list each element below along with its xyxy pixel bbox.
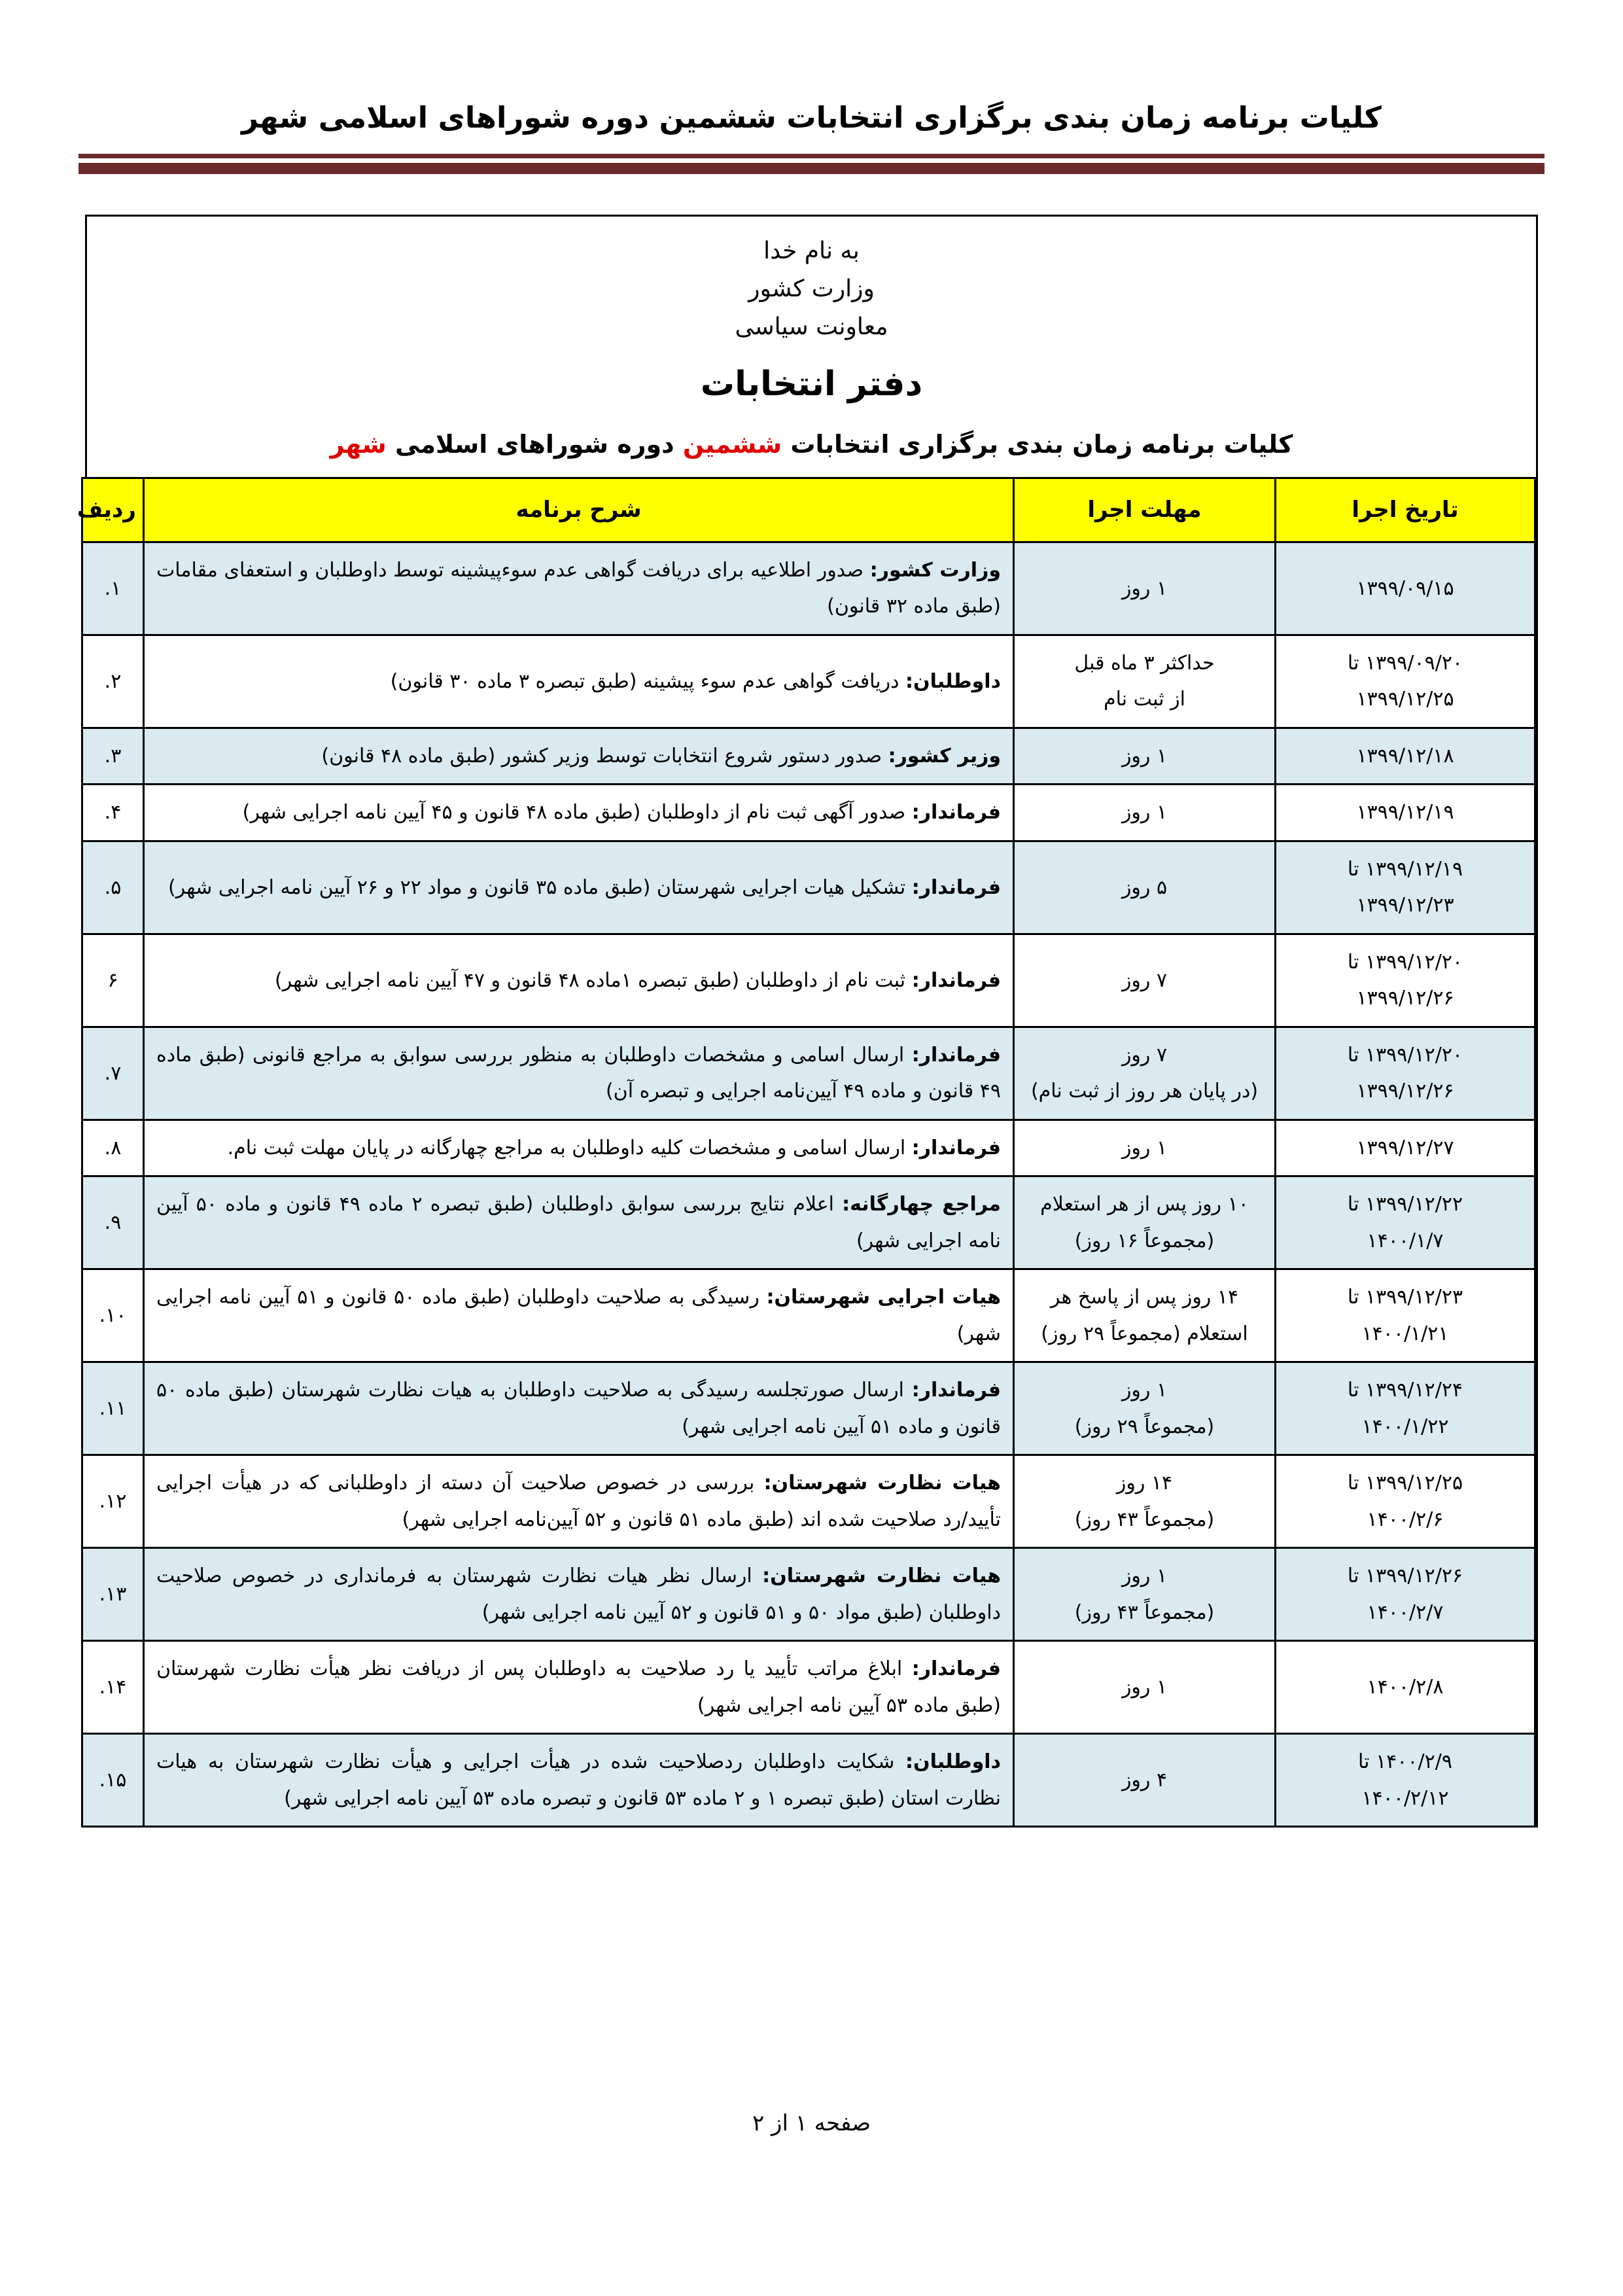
cell-description: [144, 1734, 1014, 1827]
cell-description: [144, 728, 1014, 785]
cell-duration: [1014, 1176, 1276, 1269]
description-actor: داوطلبان:: [905, 669, 1001, 693]
cell-duration: [1014, 728, 1276, 785]
date-main: ۱۳۹۹/۱۲/۲۳ تا: [1347, 1286, 1463, 1309]
radif-value: ۱۳.: [99, 1583, 127, 1606]
subtitle-text-2: دوره شوراهای اسلامی: [386, 430, 683, 459]
duration-main: ۱ روز: [1121, 1136, 1168, 1159]
schedule-table: [77, 477, 1536, 1828]
date-secondary: ۱۴۰۰/۲/۶: [1367, 1508, 1444, 1531]
header-rule-thick: [79, 163, 1544, 174]
date-secondary: ۱۳۹۹/۱۲/۲۶: [1356, 987, 1454, 1010]
description-body: ارسال صورتجلسه رسیدگی به صلاحیت داوطلبان به هیات نظارت شهرستان (طبق ماده ۵۰ قانون و ماده ۵۱ آیین نامه اجرایی شهر): [156, 1379, 1001, 1438]
table-body: [82, 542, 1535, 1827]
date-secondary: ۱۴۰۰/۱/۲۱: [1361, 1322, 1449, 1345]
subtitle-highlight-city: شهر: [330, 430, 387, 459]
cell-date: [1276, 635, 1535, 728]
description-actor: داوطلبان:: [905, 1750, 1001, 1774]
cell-duration: [1014, 841, 1276, 934]
cell-radif: [82, 1362, 144, 1455]
header-rule-thin: [79, 154, 1544, 158]
cell-date: [1276, 1641, 1535, 1734]
radif-value: ۹.: [104, 1211, 122, 1235]
radif-value: ۷.: [104, 1061, 122, 1085]
table-header-row: [82, 478, 1535, 542]
table-row: [82, 1027, 1535, 1120]
duration-secondary: (مجموعاً ۱۶ روز): [1074, 1229, 1215, 1252]
description-body: دریافت گواهی عدم سوء پیشینه (طبق تبصره ۳ ماده ۳۰ قانون): [390, 669, 906, 693]
cell-date: [1276, 1176, 1535, 1269]
cell-radif: [82, 728, 144, 785]
date-secondary: ۱۴۰۰/۲/۷: [1367, 1600, 1444, 1624]
description-body: بررسی در خصوص صلاحیت آن دسته از داوطلبانی که در هیأت اجرایی تأیید/رد صلاحیت شده اند (طبق ماده ۵۱ قانون و ۵۲ آیین‌نامه اجرایی شهر): [156, 1472, 1001, 1531]
radif-value: ۱۵.: [99, 1769, 127, 1792]
duration-main: ۱ روز: [1121, 1676, 1168, 1699]
description-actor: فرماندار:: [911, 875, 1001, 899]
cell-radif: [82, 1641, 144, 1734]
description-body: ارسال نظر هیات نظارت شهرستان به فرمانداری در خصوص صلاحیت داوطلبان (طبق مواد ۵۰ و ۵۱ قانون و ۵۲ آیین نامه اجرایی شهر): [156, 1564, 1001, 1624]
page-footer: [0, 2110, 1623, 2136]
cell-duration: [1014, 934, 1276, 1027]
cell-date: [1276, 1455, 1535, 1548]
cell-description: [144, 841, 1014, 934]
duration-main: ۱ روز: [1121, 1564, 1168, 1588]
cell-description: [144, 934, 1014, 1027]
column-header-duration: مهلت اجرا: [1014, 478, 1276, 542]
radif-value: ۶: [107, 968, 118, 992]
duration-main: ۴ روز: [1121, 1769, 1168, 1792]
description-body: ثبت نام از داوطلبان (طبق تبصره ۱ماده ۴۸ قانون و ۴۷ آیین نامه اجرایی شهر): [275, 968, 912, 992]
description-actor: مراجع چهارگانه:: [842, 1193, 1001, 1216]
description-actor: وزارت کشور:: [869, 558, 1001, 582]
cell-description: [144, 1641, 1014, 1734]
description-body: ابلاغ مراتب تأیید یا رد صلاحیت به داوطلبان پس از دریافت نظر هیأت نظارت شهرستان (طبق ماده ۵۳ آیین نامه اجرایی شهر): [156, 1657, 1001, 1717]
duration-secondary: (مجموعاً ۴۳ روز): [1074, 1600, 1215, 1624]
description-body: ارسال اسامی و مشخصات داوطلبان به منظور بررسی سوابق به مراجع قانونی (طبق ماده ۴۹ قانون و ماده ۴۹ آیین‌نامه اجرایی و تبصره آن): [156, 1043, 1001, 1103]
running-head-title: کلیات برنامه زمان بندی برگزاری انتخابات ششمین دوره شوراهای اسلامی شهر: [241, 100, 1382, 135]
cell-duration: [1014, 1027, 1276, 1120]
cell-duration: [1014, 785, 1276, 841]
cell-radif: [82, 1027, 144, 1120]
radif-value: ۱۱.: [99, 1397, 127, 1421]
date-secondary: ۱۳۹۹/۱۲/۲۶: [1356, 1080, 1454, 1103]
running-head: [0, 0, 1623, 138]
duration-main: ۱۴ روز پس از پاسخ هر استعلام (مجموعاً ۲۹ روز): [1041, 1286, 1248, 1345]
table-row: [82, 635, 1535, 728]
cell-duration: [1014, 1641, 1276, 1734]
cell-description: [144, 635, 1014, 728]
cell-radif: [82, 1120, 144, 1176]
cell-duration: [1014, 1548, 1276, 1641]
subtitle-highlight-sixth: ششمین: [682, 430, 782, 459]
column-header-description: شرح برنامه: [144, 478, 1014, 542]
cell-date: [1276, 785, 1535, 841]
cell-description: [144, 1120, 1014, 1176]
duration-secondary: (در پایان هر روز از ثبت نام): [1030, 1080, 1259, 1103]
duration-main: ۷ روز: [1121, 1043, 1168, 1067]
duration-main: ۱ روز: [1121, 801, 1168, 824]
cell-radif: [82, 1455, 144, 1548]
cell-date: [1276, 841, 1535, 934]
date-secondary: ۱۳۹۹/۱۲/۲۳: [1356, 894, 1454, 917]
cell-date: [1276, 542, 1535, 635]
table-row: [82, 1455, 1535, 1548]
description-actor: وزیر کشور:: [888, 744, 1001, 768]
table-row: [82, 841, 1535, 934]
description-actor: فرماندار:: [911, 1657, 1001, 1681]
cell-description: [144, 1455, 1014, 1548]
column-header-radif: ردیف: [82, 478, 144, 542]
cell-duration: [1014, 1734, 1276, 1827]
cell-radif: [82, 542, 144, 635]
date-main: ۱۳۹۹/۱۲/۱۹ تا: [1347, 857, 1463, 881]
bismillah-line: به نام خدا: [763, 237, 860, 264]
table-row: [82, 1641, 1535, 1734]
date-secondary: ۱۳۹۹/۱۲/۲۵: [1356, 688, 1454, 711]
cell-date: [1276, 1027, 1535, 1120]
table-row: [82, 785, 1535, 841]
radif-value: ۳.: [104, 744, 122, 768]
table-row: [82, 934, 1535, 1027]
cell-radif: [82, 841, 144, 934]
cell-description: [144, 1269, 1014, 1362]
cell-date: [1276, 1362, 1535, 1455]
subtitle-text-1: کلیات برنامه زمان بندی برگزاری انتخابات: [782, 430, 1293, 459]
document-frame: [77, 215, 1538, 1828]
table-row: [82, 1734, 1535, 1827]
description-actor: فرماندار:: [911, 968, 1001, 992]
radif-value: ۱.: [104, 576, 122, 600]
radif-value: ۱۰.: [99, 1304, 127, 1328]
description-body: ارسال اسامی و مشخصات کلیه داوطلبان به مراجع چهارگانه در پایان مهلت ثبت نام.: [227, 1136, 912, 1159]
ministry-line: وزارت کشور: [748, 275, 875, 303]
cell-description: [144, 1548, 1014, 1641]
description-body: رسیدگی به صلاحیت داوطلبان (طبق ماده ۵۰ قانون و ۵۱ آیین نامه اجرایی شهر): [156, 1286, 1001, 1345]
cell-duration: [1014, 542, 1276, 635]
radif-value: ۱۴.: [99, 1676, 127, 1699]
date-main: ۱۳۹۹/۰۹/۲۰ تا: [1347, 651, 1463, 675]
description-actor: هیات اجرایی شهرستان:: [766, 1286, 1001, 1309]
radif-value: ۴.: [104, 801, 122, 824]
description-body: اعلام نتایج بررسی سوابق داوطلبان (طبق تبصره ۲ ماده ۴۹ قانون و ماده ۵۰ آیین نامه اجرایی شهر): [156, 1193, 1001, 1252]
description-actor: فرماندار:: [911, 1379, 1001, 1402]
table-row: [82, 542, 1535, 635]
duration-main: ۱۴ روز: [1116, 1472, 1173, 1495]
cell-radif: [82, 1548, 144, 1641]
table-row: [82, 1120, 1535, 1176]
duration-main: ۱۰ روز پس از هر استعلام: [1040, 1193, 1249, 1216]
table-header: [77, 478, 1535, 542]
cell-date: [1276, 728, 1535, 785]
document-subtitle: [113, 416, 1510, 470]
office-title: دفتر انتخابات: [700, 364, 923, 404]
cell-duration: [1014, 1362, 1276, 1455]
date-main: ۱۴۰۰/۲/۹ تا: [1358, 1750, 1452, 1774]
description-actor: هیات نظارت شهرستان:: [762, 1564, 1001, 1588]
date-main: ۱۳۹۹/۱۲/۲۰ تا: [1347, 1043, 1463, 1067]
description-actor: فرماندار:: [911, 801, 1001, 824]
description-body: صدور دستور شروع انتخابات توسط وزیر کشور (طبق ماده ۴۸ قانون): [321, 744, 888, 768]
date-main: ۱۳۹۹/۱۲/۲۵ تا: [1347, 1472, 1463, 1495]
description-body: صدور اطلاعیه برای دریافت گواهی عدم سوءپیشینه توسط داوطلبان و استعفای مقامات (طبق ماده ۳۲ قانون): [156, 558, 1001, 618]
cell-radif: [82, 1734, 144, 1827]
duration-secondary: (مجموعاً ۲۹ روز): [1074, 1415, 1215, 1438]
cell-description: [144, 1027, 1014, 1120]
cell-description: [144, 785, 1014, 841]
cell-date: [1276, 1548, 1535, 1641]
cell-date: [1276, 1120, 1535, 1176]
header-rule-group: [79, 154, 1544, 174]
table-row: [82, 1548, 1535, 1641]
radif-value: ۱۲.: [99, 1490, 127, 1513]
cell-radif: [82, 785, 144, 841]
cell-description: [144, 1362, 1014, 1455]
description-actor: فرماندار:: [911, 1136, 1001, 1159]
date-secondary: ۱۴۰۰/۲/۱۲: [1361, 1786, 1449, 1810]
page-number-label: صفحه ۱ از ۲: [752, 2110, 871, 2136]
table-row: [82, 1176, 1535, 1269]
description-body: شکایت داوطلبان ردصلاحیت شده در هیأت اجرایی و هیأت نظارت شهرستان به هیات نظارت استان (طبق تبصره ۱ و ۲ ماده ۵۳ قانون و تبصره ماده ۵۳ آیین نامه اجرایی شهر): [156, 1750, 1001, 1810]
deputy-line: معاونت سیاسی: [735, 313, 888, 341]
radif-value: ۸.: [104, 1136, 122, 1159]
table-row: [82, 1362, 1535, 1455]
date-main: ۱۳۹۹/۱۲/۲۰ تا: [1347, 950, 1463, 974]
cell-description: [144, 542, 1014, 635]
date-main: ۱۳۹۹/۱۲/۲۲ تا: [1347, 1193, 1463, 1216]
duration-main: ۱ روز: [1121, 1379, 1168, 1402]
cell-duration: [1014, 635, 1276, 728]
masthead: [87, 217, 1536, 477]
date-main: ۱۳۹۹/۱۲/۲۴ تا: [1347, 1379, 1463, 1402]
radif-value: ۵.: [104, 875, 122, 899]
description-actor: فرماندار:: [911, 1043, 1001, 1067]
date-secondary: ۱۴۰۰/۱/۷: [1367, 1229, 1444, 1252]
date-main: ۱۳۹۹/۰۹/۱۵: [1356, 576, 1454, 600]
duration-main: ۷ روز: [1121, 968, 1168, 992]
cell-radif: [82, 1176, 144, 1269]
cell-duration: [1014, 1120, 1276, 1176]
date-main: ۱۳۹۹/۱۲/۱۹: [1356, 801, 1454, 824]
table-row: [82, 728, 1535, 785]
duration-main: ۱ روز: [1121, 576, 1168, 600]
cell-date: [1276, 1269, 1535, 1362]
cell-duration: [1014, 1269, 1276, 1362]
duration-main: حداکثر ۳ ماه قبل: [1074, 651, 1215, 675]
header-rule-gap: [79, 158, 1544, 163]
cell-description: [144, 1176, 1014, 1269]
duration-secondary: (مجموعاً ۴۳ روز): [1074, 1508, 1215, 1531]
cell-radif: [82, 635, 144, 728]
description-body: صدور آگهی ثبت نام از داوطلبان (طبق ماده ۴۸ قانون و ۴۵ آیین نامه اجرایی شهر): [242, 801, 912, 824]
column-header-date: تاریخ اجرا: [1276, 478, 1535, 542]
date-main: ۱۳۹۹/۱۲/۲۷: [1356, 1136, 1454, 1159]
date-main: ۱۳۹۹/۱۲/۱۸: [1356, 744, 1454, 768]
table-row: [82, 1269, 1535, 1362]
cell-radif: [82, 1269, 144, 1362]
cell-date: [1276, 1734, 1535, 1827]
radif-value: ۲.: [104, 669, 122, 693]
cell-date: [1276, 934, 1535, 1027]
duration-secondary: از ثبت نام: [1104, 688, 1185, 711]
description-body: تشکیل هیات اجرایی شهرستان (طبق ماده ۳۵ قانون و مواد ۲۲ و ۲۶ آیین نامه اجرایی شهر): [168, 875, 912, 899]
date-main: ۱۳۹۹/۱۲/۲۶ تا: [1347, 1564, 1463, 1588]
cell-duration: [1014, 1455, 1276, 1548]
duration-main: ۵ روز: [1121, 875, 1168, 899]
date-secondary: ۱۴۰۰/۱/۲۲: [1361, 1415, 1449, 1438]
cell-radif: [82, 934, 144, 1027]
date-main: ۱۴۰۰/۲/۸: [1367, 1676, 1444, 1699]
description-actor: هیات نظارت شهرستان:: [763, 1472, 1001, 1495]
duration-main: ۱ روز: [1121, 744, 1168, 768]
